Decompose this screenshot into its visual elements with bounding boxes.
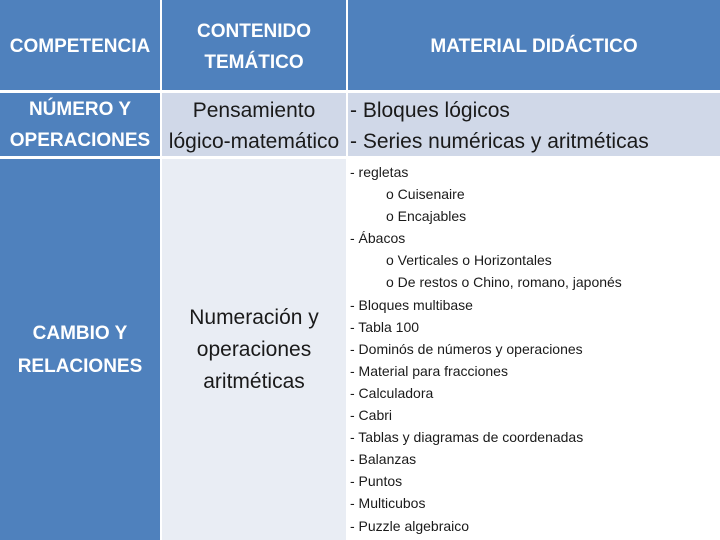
row1-contenido [162,93,346,156]
row1-competencia [0,93,160,156]
material-item: - Bloques multibase [350,296,473,313]
row-divider [0,156,720,159]
material-item: - regletas [350,164,409,180]
material-subitem: o Encajables [386,208,467,225]
row1-competencia-line-1: NÚMERO Y [28,98,132,120]
material-item: - Calculadora [350,384,434,401]
header-material-label: MATERIAL DIDÁCTICO [430,35,638,57]
row2-material [348,159,720,540]
column-divider-1 [160,0,162,540]
row2-contenido [162,159,346,540]
header-contenido [162,0,346,93]
row1-material [348,93,720,156]
column-divider-2 [346,0,348,540]
row2-contenido-line-2: operaciones [196,337,312,361]
header-divider [0,90,720,93]
material-item: - Cabri [350,407,393,424]
header-competencia [0,0,160,93]
header-contenido-line-2: TEMÁTICO [204,51,304,73]
row2-competencia-line-1: CAMBIO Y [32,322,128,344]
row1-competencia-line-2: OPERACIONES [9,129,151,151]
material-subitem: o Verticales o Horizontales [386,252,552,269]
material-item: - Balanzas [350,451,417,468]
material-item: - Material para fracciones [350,362,508,379]
material-item: - Tablas y diagramas de coordenadas [350,429,584,446]
header-material [348,0,720,93]
row2-competencia-line-2: RELACIONES [17,355,143,377]
material-item: - Puzzle algebraico [350,517,470,534]
row1-material-item-1: - Bloques lógicos [350,99,510,122]
header-competencia-label: COMPETENCIA [9,35,151,57]
material-subitem: o De restos o Chino, romano, japonés [386,274,622,291]
row1-material-item-2: - Series numéricas y aritméticas [350,130,649,153]
header-contenido-line-1: CONTENIDO [197,20,311,42]
material-list [350,161,622,537]
row2-contenido-line-3: aritméticas [203,369,305,393]
material-item: - Tabla 100 [350,318,420,335]
material-item: - Dominós de números y operaciones [350,340,583,357]
row2-competencia [0,159,160,540]
row2-contenido-line-1: Numeración y [189,305,319,329]
material-item: - Puntos [350,473,403,490]
row1-contenido-line-1: Pensamiento [192,99,316,122]
row1-contenido-line-2: lógico-matemático [168,130,340,153]
material-item: - Multicubos [350,495,426,512]
material-item: - Ábacos [350,230,406,247]
material-subitem: o Cuisenaire [386,186,465,203]
